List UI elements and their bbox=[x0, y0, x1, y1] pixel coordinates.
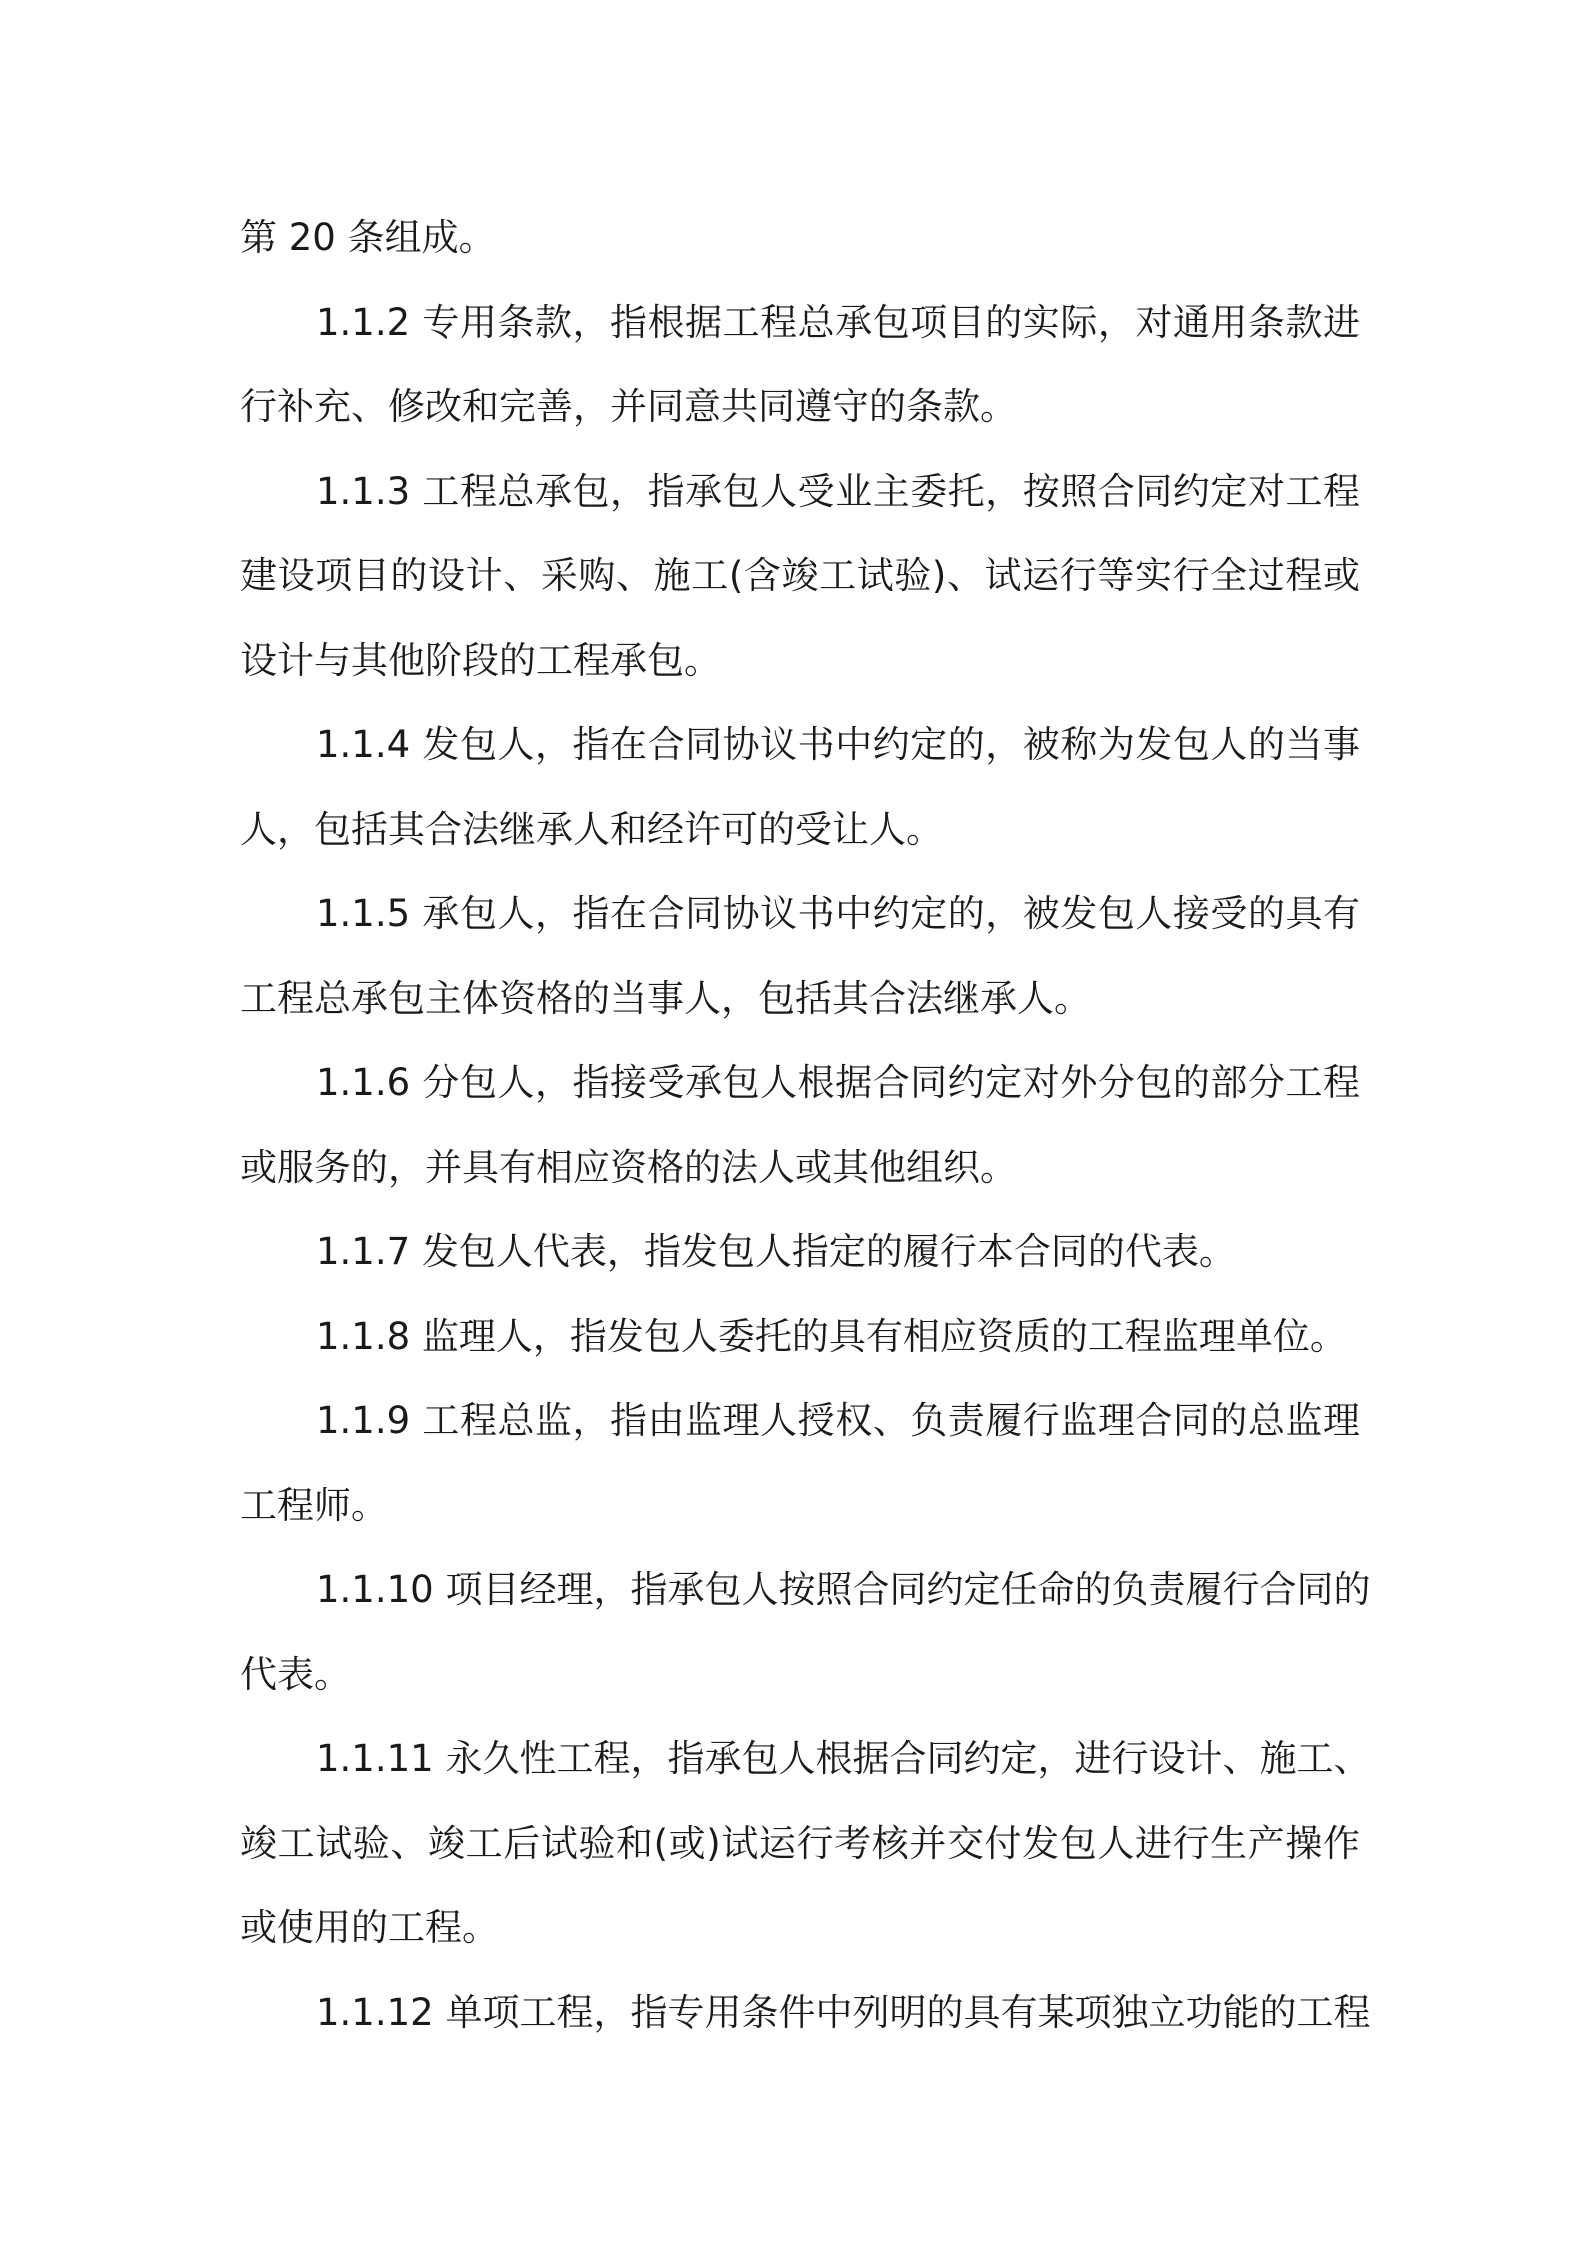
clause-1-1-10-line: 1.1.10 项目经理，指承包人按照合同约定任命的负责履行合同的 bbox=[316, 1568, 1371, 1611]
clause-1-1-3-line: 1.1.3 工程总承包，指承包人受业主委托，按照合同约定对工程 bbox=[316, 469, 1360, 513]
clause-1-1-2-line: 1.1.2 专用条款，指根据工程总承包项目的实际，对通用条款进 bbox=[316, 300, 1360, 344]
text-line: 竣工试验、竣工后试验和(或)试运行考核并交付发包人进行生产操作 bbox=[240, 1821, 1360, 1865]
text-line: 工程师。 bbox=[240, 1483, 388, 1527]
text-line: 行补充、修改和完善，并同意共同遵守的条款。 bbox=[240, 385, 1017, 428]
clause-1-1-12-line: 1.1.12 单项工程，指专用条件中列明的具有某项独立功能的工程 bbox=[316, 1990, 1371, 2034]
text-line: 代表。 bbox=[240, 1652, 351, 1696]
text-line: 或服务的，并具有相应资格的法人或其他组织。 bbox=[240, 1145, 1017, 1189]
text-line: 人，包括其合法继承人和经许可的受让人。 bbox=[240, 807, 943, 851]
clause-1-1-6-line: 1.1.6 分包人，指接受承包人根据合同约定对外分包的部分工程 bbox=[316, 1061, 1360, 1104]
text-line: 或使用的工程。 bbox=[240, 1906, 499, 1949]
text-line: 工程总承包主体资格的当事人，包括其合法继承人。 bbox=[240, 976, 1091, 1020]
clause-1-1-8-line: 1.1.8 监理人，指发包人委托的具有相应资质的工程监理单位。 bbox=[316, 1314, 1347, 1358]
clause-1-1-11-line: 1.1.11 永久性工程，指承包人根据合同约定，进行设计、施工、 bbox=[316, 1737, 1371, 1780]
clause-1-1-7-line: 1.1.7 发包人代表，指发包人指定的履行本合同的代表。 bbox=[316, 1230, 1236, 1273]
clause-1-1-4-line: 1.1.4 发包人，指在合同协议书中约定的，被称为发包人的当事 bbox=[316, 723, 1360, 766]
text-line: 设计与其他阶段的工程承包。 bbox=[240, 638, 721, 682]
clause-1-1-5-line: 1.1.5 承包人，指在合同协议书中约定的，被发包人接受的具有 bbox=[316, 892, 1360, 935]
clause-1-1-9-line: 1.1.9 工程总监，指由监理人授权、负责履行监理合同的总监理 bbox=[316, 1399, 1360, 1442]
document-body bbox=[240, 196, 1371, 2055]
text-line: 第 20 条组成。 bbox=[240, 216, 496, 259]
text-line: 建设项目的设计、采购、施工(含竣工试验)、试运行等实行全过程或 bbox=[240, 554, 1360, 597]
